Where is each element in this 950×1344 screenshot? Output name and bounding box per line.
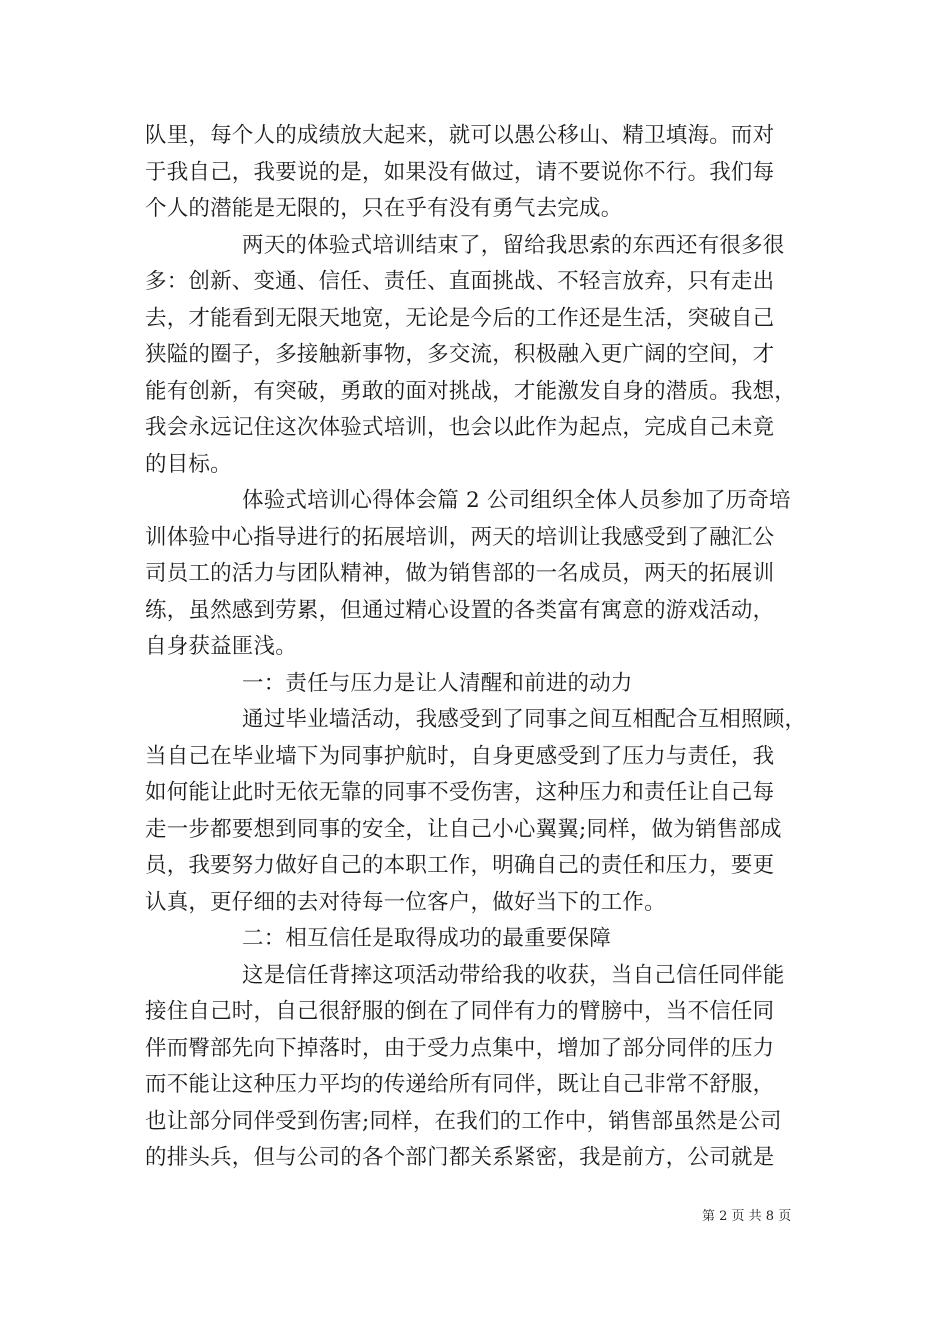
text-line: 一：责任与压力是让人清醒和前进的动力: [242, 670, 633, 696]
text-line: 个人的潜能是无限的，只在乎有没有勇气去完成。: [145, 196, 623, 221]
text-line: 狭隘的圈子，多接触新事物，多交流，积极融入更广阔的空间，才: [145, 342, 775, 367]
text-line: 自身获益匪浅。: [145, 634, 297, 659]
text-line: 接住自己时，自己很舒服的倒在了同伴有力的臂膀中，当不信任同: [145, 999, 775, 1024]
text-line: 认真，更仔细的去对待每一位客户，做好当下的工作。: [145, 889, 666, 915]
text-line: 能有创新，有突破，勇敢的面对挑战，才能激发自身的潜质。我想，: [145, 378, 797, 404]
text-line: 如何能让此时无依无靠的同事不受伤害，这种压力和责任让自己每: [145, 780, 775, 805]
text-line: 的目标。: [145, 451, 232, 477]
text-line: 于我自己，我要说的是，如果没有做过，请不要说你不行。我们每: [145, 159, 775, 185]
text-line: 去，才能看到无限天地宽，无论是今后的工作还是生活，突破自己: [145, 305, 775, 331]
text-line: 二：相互信任是取得成功的最重要保障: [242, 926, 611, 951]
text-line: 通过毕业墙活动，我感受到了同事之间互相配合互相照顾，: [242, 707, 807, 732]
text-line: 队里，每个人的成绩放大起来，就可以愚公移山、精卫填海。而对: [145, 123, 775, 148]
text-line: 多：创新、变通、信任、责任、直面挑战、不轻言放弃，只有走出: [145, 269, 775, 294]
text-line: 司员工的活力与团队精神，做为销售部的一名成员，两天的拓展训: [145, 561, 775, 586]
text-line: 的排头兵，但与公司的各个部门都关系紧密，我是前方，公司就是: [145, 1145, 775, 1170]
text-line: 练，虽然感到劳累，但通过精心设置的各类富有寓意的游戏活动，: [145, 597, 775, 623]
text-line: 体验式培训心得体会篇 2 公司组织全体人员参加了历奇培: [242, 488, 791, 513]
text-line: 两天的体验式培训结束了，留给我思索的东西还有很多很: [242, 232, 785, 258]
text-line: 员，我要努力做好自己的本职工作，明确自己的责任和压力，要更: [145, 853, 775, 878]
text-line: 伴而臀部先向下掉落时，由于受力点集中，增加了部分同伴的压力: [145, 1035, 775, 1061]
text-line: 走一步都要想到同事的安全，让自己小心翼翼;同样，做为销售部成: [145, 816, 782, 842]
page-number: 第 2 页 共 8 页: [702, 1209, 792, 1224]
text-line: 当自己在毕业墙下为同事护航时，自身更感受到了压力与责任，我: [145, 743, 775, 769]
text-line: 也让部分同伴受到伤害;同样，在我们的工作中，销售部虽然是公司: [145, 1108, 782, 1134]
body-text: [145, 118, 825, 1177]
text-line: 我会永远记住这次体验式培训，也会以此作为起点，完成自己未竟: [145, 415, 775, 440]
text-line: 这是信任背摔这项活动带给我的收获，当自己信任同伴能: [242, 962, 785, 988]
text-line: 而不能让这种压力平均的传递给所有同伴，既让自己非常不舒服，: [145, 1072, 775, 1097]
text-line: 训体验中心指导进行的拓展培训，两天的培训让我感受到了融汇公: [145, 524, 775, 550]
